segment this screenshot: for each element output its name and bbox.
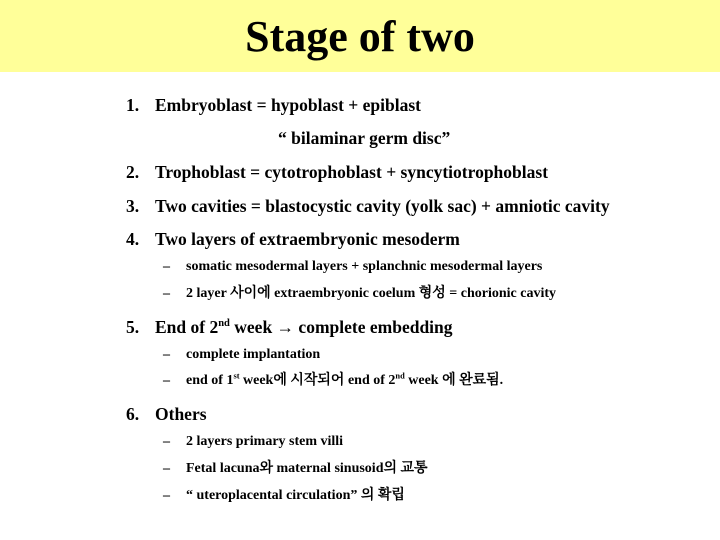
item-text-start: End of 2: [155, 317, 219, 337]
sub-item: [163, 372, 503, 390]
list-item: [126, 228, 460, 250]
item-number: 3.: [126, 196, 140, 216]
sub-item-text: somatic mesodermal layers + splanchnic mesodermal layers: [186, 259, 543, 274]
item-number: 6.: [126, 404, 140, 424]
item-text: Embryoblast = hypoblast + epiblast: [155, 95, 421, 115]
dash-bullet: –: [163, 373, 170, 388]
sub-item-text: 2 layer 사이에 extraembryonic coelum 형성 = chorionic cavity: [186, 286, 557, 301]
list-item: [126, 316, 453, 338]
sub-item: [163, 487, 405, 505]
list-item: [126, 94, 421, 116]
sub-item-text: Fetal lacuna와 maternal sinusoid의 교통: [186, 461, 428, 476]
item-number: 5.: [126, 317, 140, 337]
list-item: [126, 195, 610, 217]
dash-bullet: –: [163, 347, 170, 362]
item-text: Two cavities = blastocystic cavity (yolk sac) + amniotic cavity: [155, 196, 610, 216]
sub-item-text-c: week 에 완료됨.: [404, 373, 504, 388]
list-item: [126, 403, 207, 425]
dash-bullet: –: [163, 461, 170, 476]
sub-item: [163, 460, 428, 478]
dash-bullet: –: [163, 286, 170, 301]
sub-item: [163, 285, 556, 303]
sub-item-text: 2 layers primary stem villi: [186, 434, 344, 449]
slide-title: Stage of two: [245, 12, 475, 61]
dash-bullet: –: [163, 259, 170, 274]
sub-item-text-a: end of 1: [186, 373, 234, 388]
item-number: 2.: [126, 162, 140, 182]
sub-item: [163, 346, 320, 364]
dash-bullet: –: [163, 434, 170, 449]
item-continuation: “ bilaminar germ disc”: [278, 128, 451, 148]
item-text-end: week → complete embedding: [229, 317, 453, 337]
ordinal-suffix: nd: [395, 371, 405, 381]
item-text: Trophoblast = cytotrophoblast + syncytiotrophoblast: [155, 162, 549, 182]
list-item: [126, 161, 548, 183]
sub-item: [163, 433, 343, 451]
dash-bullet: –: [163, 488, 170, 503]
item-number: 1.: [126, 95, 140, 115]
item-text: Others: [155, 404, 207, 424]
sub-item-text: complete implantation: [186, 347, 321, 362]
sub-item-text-b: week에 시작되어 end of 2: [239, 373, 396, 388]
item-text: Two layers of extraembryonic mesoderm: [155, 229, 460, 249]
sub-item: [163, 258, 542, 276]
ordinal-suffix: st: [233, 371, 240, 381]
item-number: 4.: [126, 229, 140, 249]
ordinal-suffix: nd: [218, 318, 230, 330]
sub-item-text: “ uteroplacental circulation” 의 확립: [186, 488, 405, 503]
